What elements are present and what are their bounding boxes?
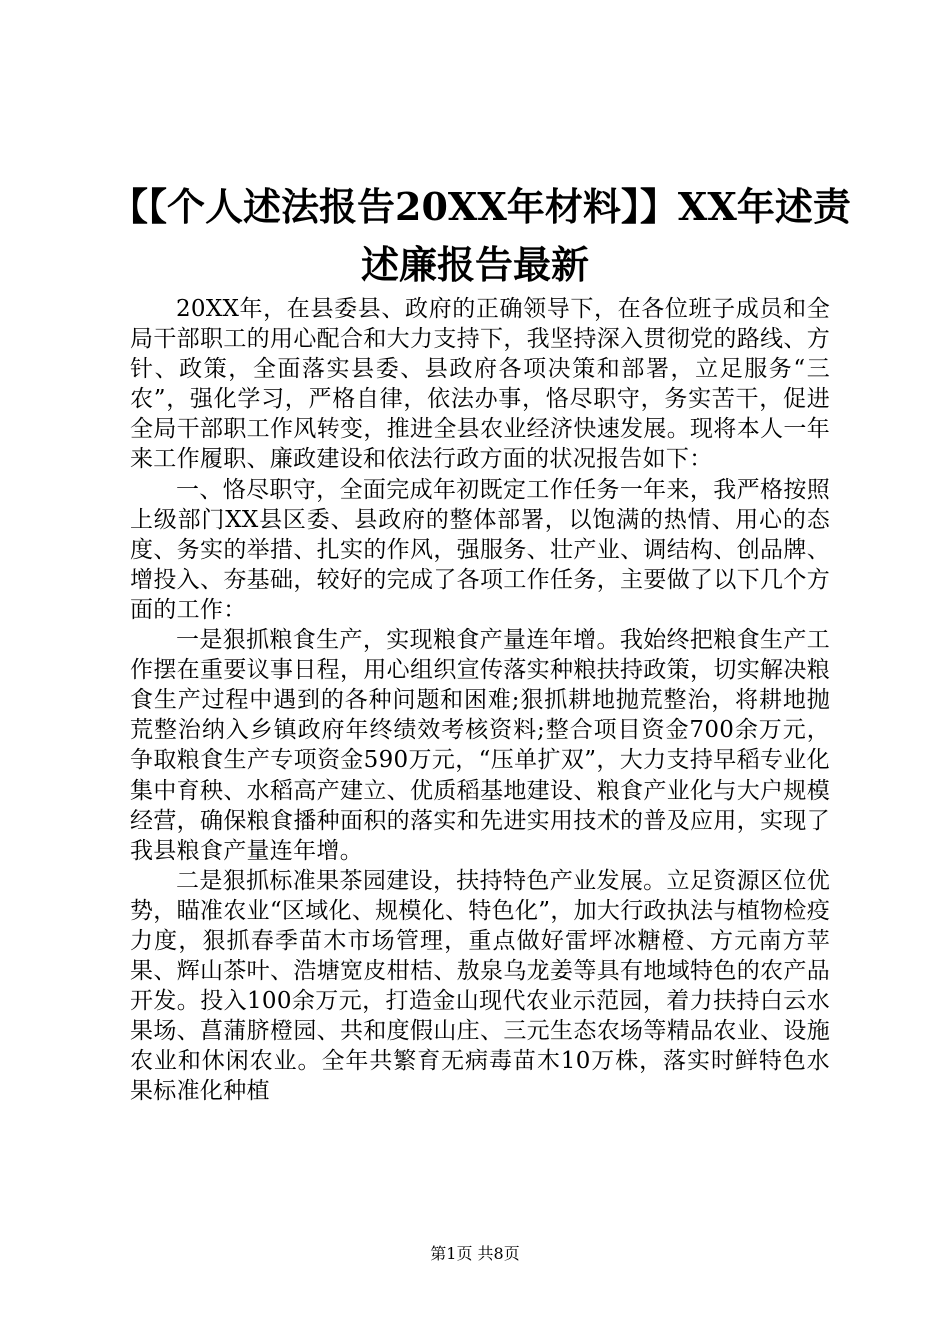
title-line-2: 述廉报告最新 — [360, 242, 589, 287]
paragraph-section-one: 一、恪尽职守，全面完成年初既定工作任务一年来，我严格按照上级部门XX县区委、县政府的整体部署，以饱满的热情、用心的态度、务实的举措、扎实的作风，强服务、壮产业、调结构、创品牌、增投入、夯基础，较好的完成了各项工作任务，主要做了以下几个方面的工作： — [130, 476, 830, 623]
page-footer: 第1页 共8页 — [430, 1244, 520, 1263]
paragraph-grain-production: 一是狠抓粮食生产，实现粮食产量连年增。我始终把粮食生产工作摆在重要议事日程，用心组织宣传落实种粮扶持政策，切实解决粮食生产过程中遇到的各种问题和困难;狠抓耕地抛荒整治，将耕地抛荒整治纳入乡镇政府年终绩效考核资料;整合项目资金700余万元，争取粮食生产专项资金590万元，“压单扩双”，大力支持早稻专业化集中育秧、水稻高产建立、优质稻基地建设、粮食产业化与大户规模经营，确保粮食播种面积的落实和先进实用技术的普及应用，实现了我县粮食产量连年增。 — [130, 627, 830, 864]
title-line-1: 【【个人述法报告20XX年材料】】XX年述责 — [110, 184, 851, 229]
document-title — [110, 178, 851, 294]
document-body — [130, 294, 830, 1107]
paragraph-orchard-construction: 二是狠抓标准果茶园建设，扶持特色产业发展。立足资源区位优势，瞄准农业“区域化、规模化、特色化”，加大行政执法与植物检疫力度，狠抓春季苗木市场管理，重点做好雷坪冰糖橙、方元南方苹果、辉山茶叶、浩塘宽皮柑桔、敖泉乌龙姜等具有地域特色的农产品开发。投入100余万元，打造金山现代农业示范园，着力扶持白云水果场、菖蒲脐橙园、共和度假山庄、三元生态农场等精品农业、设施农业和休闲农业。全年共繁育无病毒苗木10万株，落实时鲜特色水果标准化种植 — [130, 867, 830, 1105]
paragraph-intro: 20XX年，在县委县、政府的正确领导下，在各位班子成员和全局干部职工的用心配合和大力支持下，我坚持深入贯彻党的路线、方针、政策，全面落实县委、县政府各项决策和部署，立足服务“三农”，强化学习，严格自律，依法办事，恪尽职守，务实苦干，促进全局干部职工作风转变，推进全县农业经济快速发展。现将本人一年来工作履职、廉政建设和依法行政方面的状况报告如下： — [130, 296, 830, 473]
